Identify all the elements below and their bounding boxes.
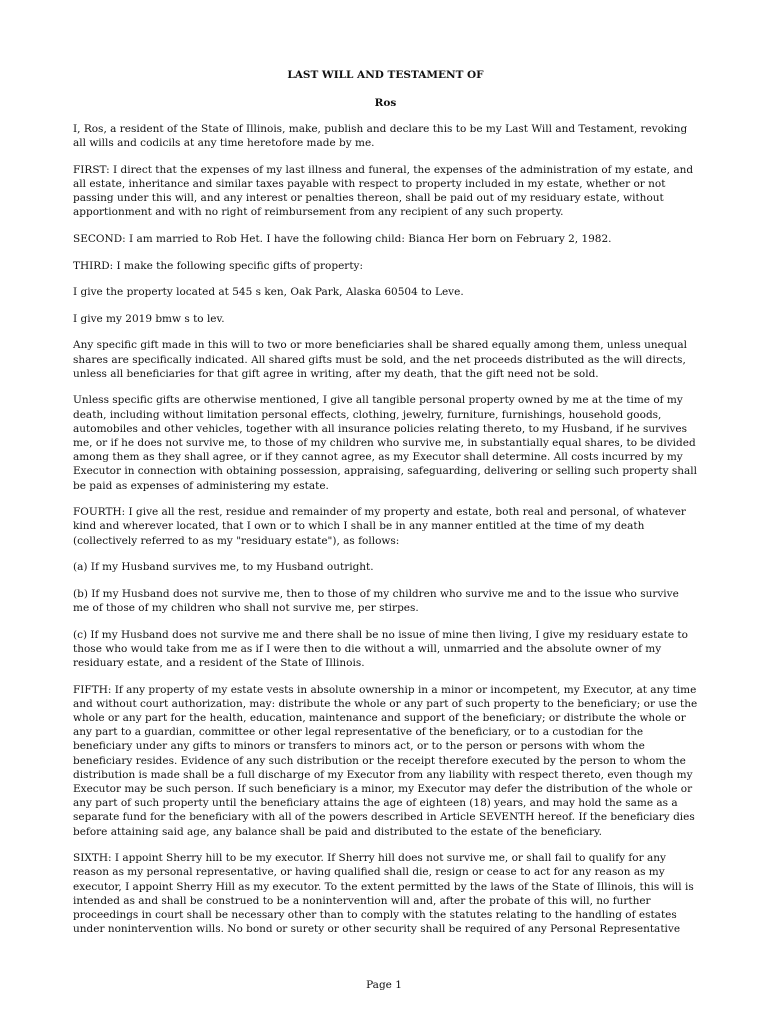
paragraph-second: SECOND: I am married to Rob Het. I have the following child: Bianca Her born on February 2, 1982.: [73, 233, 612, 245]
document-body: [73, 68, 698, 949]
paragraph-fourth: FOURTH: I give all the rest, residue and remainder of my property and estate, both real and personal, of whatever kind and wherever located, that I own or to which I shall be in any manner entitled at the time of my death (collectively referred to as my "residuary estate"), as follows:: [73, 506, 686, 547]
paragraph-fourth-c: (c) If my Husband does not survive me and there shall be no issue of mine then living, I give my residuary estate to those who would take from me as if I were then to die without a will, unmarried and the absolute owner of my residuary estate, and a resident of the State of Illinois.: [73, 628, 688, 669]
paragraph-gift-property: I give the property located at 545 s ken, Oak Park, Alaska 60504 to Leve.: [73, 286, 464, 299]
document-title: LAST WILL AND TESTAMENT OF: [287, 69, 484, 81]
testator-name: Ros: [374, 97, 397, 109]
paragraph-fifth: FIFTH: If any property of my estate vests in absolute ownership in a minor or incompetent, my Executor, at any time and without court authorization, may: distribute the whole or any part of such property to the beneficiary; or use the whole or any part for the health, education, maintenance and support of the beneficiary; or distribute the whole or any part to a guardian, committee or other legal representative of the beneficiary, or to a custodian for the beneficiary under any gifts to minors or transfers to minors act, or to the person or persons with whom the beneficiary resides. Evidence of any such distribution or the receipt therefore executed by the person to whom the distribution is made shall be a full discharge of my Executor from any liability with respect thereto, even though my Executor may be such person. If such beneficiary is a minor, my Executor may defer the distribution of the whole or any part of such property until the beneficiary attains the age of eighteen (18) years, and may hold the same as a separate fund for the beneficiary with all of the powers described in Article SEVENTH hereof. If the beneficiary dies before attaining said age, any balance shall be paid and distributed to the estate of the beneficiary.: [73, 683, 698, 838]
paragraph-gift-vehicle: I give my 2019 bmw s to lev.: [73, 312, 225, 325]
paragraph-shared-gifts: Any specific gift made in this will to two or more beneficiaries shall be shared equally among them, unless unequal shares are specifically indicated. All shared gifts must be sold, and the net proceeds distributed as the will directs, unless all beneficiaries for that gift agree in writing, after my death, that the gift need not be sold.: [73, 339, 687, 380]
paragraph-sixth: SIXTH: I appoint Sherry hill to be my executor. If Sherry hill does not survive me, or shall fail to qualify for any reason as my personal representative, or having qualified shall die, resign or cease to act for any reason as my executor, I appoint Sherry Hill as my executor. To the extent permitted by the laws of the State of Illinois, this will is intended as and shall be construed to be a nonintervention will and, after the probate of this will, no further proceedings in court shall be necessary other than to comply with the statutes relating to the handling of estates under nonintervention wills. No bond or surety or other security shall be required of any Personal Representative: [73, 852, 694, 936]
paragraph-declaration: I, Ros, a resident of the State of Illinois, make, publish and declare this to be my Last Will and Testament, revoking all wills and codicils at any time heretofore made by me.: [73, 123, 688, 150]
paragraph-third: THIRD: I make the following specific gifts of property:: [73, 259, 364, 272]
paragraph-first: FIRST: I direct that the expenses of my last illness and funeral, the expenses of the administration of my estate, and all estate, inheritance and similar taxes payable with respect to property included in my estate, whether or not passing under this will, and any interest or penalties thereon, shall be paid out of my residuary estate, without apportionment and with no right of reimbursement from any recipient of any such property.: [73, 163, 694, 219]
paragraph-fourth-b: (b) If my Husband does not survive me, then to those of my children who survive me and to the issue who survive me of those of my children who shall not survive me, per stirpes.: [73, 587, 679, 614]
paragraph-tangible-property: Unless specific gifts are otherwise mentioned, I give all tangible personal property owned by me at the time of my death, including without limitation personal effects, clothing, jewelry, furniture, furnishings, household goods, automobiles and other vehicles, together with all insurance policies relating thereto, to my Husband, if he survives me, or if he does not survive me, to those of my children who survive me, in substantially equal shares, to be divided among them as they shall agree, or if they cannot agree, as my Executor shall determine. All costs incurred by my Executor in connection with obtaining possession, appraising, safeguarding, delivering or selling such property shall be paid as expenses of administering my estate.: [73, 394, 697, 492]
page-number: Page 1: [366, 979, 402, 991]
paragraph-fourth-a: (a) If my Husband survives me, to my Husband outright.: [73, 561, 374, 574]
